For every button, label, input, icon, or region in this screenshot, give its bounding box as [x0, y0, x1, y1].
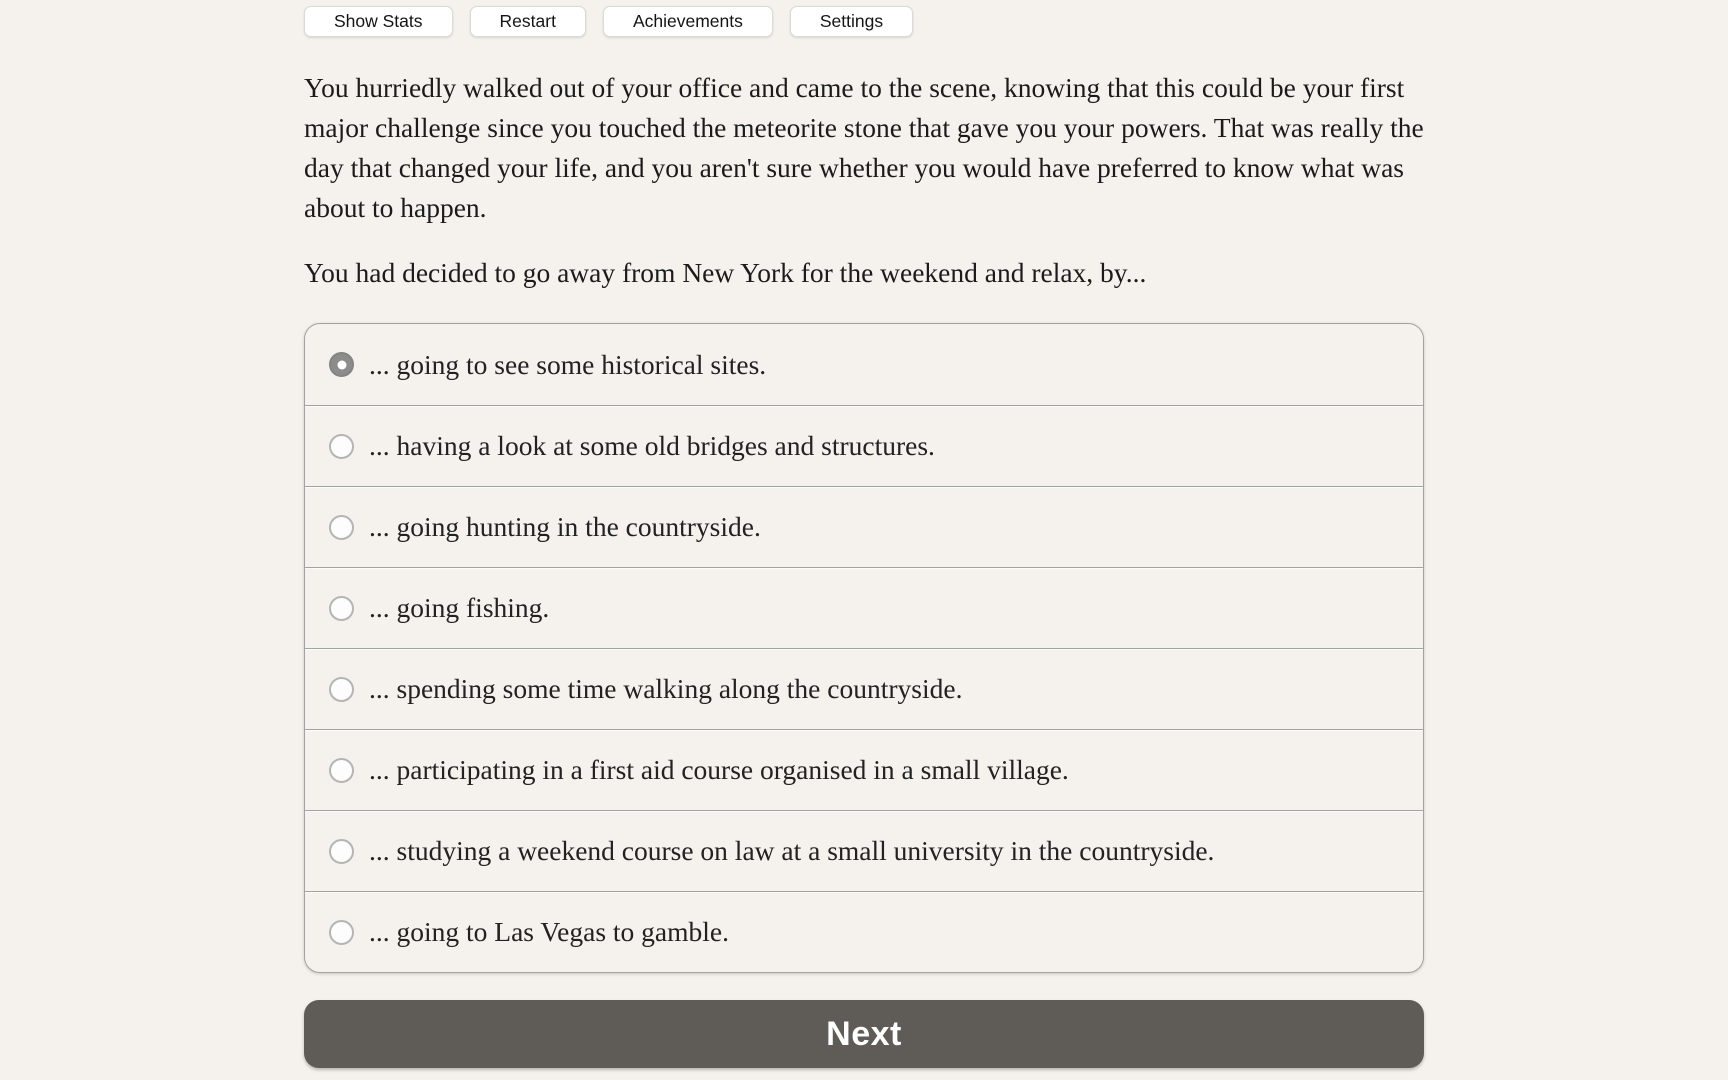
- choice-option[interactable]: [305, 405, 1423, 486]
- choice-radio[interactable]: [329, 434, 354, 459]
- story-prompt: You had decided to go away from New York for the weekend and relax, by...: [304, 257, 1147, 288]
- toolbar: [304, 6, 1424, 37]
- choice-label: ... going hunting in the countryside.: [369, 511, 761, 542]
- choice-option[interactable]: [305, 729, 1423, 810]
- choices-list: [304, 323, 1424, 973]
- choice-radio[interactable]: [329, 677, 354, 702]
- choice-option[interactable]: [305, 891, 1423, 972]
- choice-radio[interactable]: [329, 515, 354, 540]
- choice-label: ... participating in a first aid course organised in a small village.: [369, 754, 1069, 785]
- show-stats-button[interactable]: Show Stats: [304, 6, 453, 37]
- game-page: [304, 0, 1424, 1068]
- achievements-button[interactable]: Achievements: [603, 6, 773, 37]
- choice-option[interactable]: [305, 324, 1423, 405]
- choice-option[interactable]: [305, 648, 1423, 729]
- choice-radio[interactable]: [329, 596, 354, 621]
- choice-radio[interactable]: [329, 839, 354, 864]
- choice-label: ... going fishing.: [369, 592, 550, 623]
- choice-option[interactable]: [305, 567, 1423, 648]
- choice-radio[interactable]: [329, 352, 354, 377]
- story-text: [304, 68, 1424, 293]
- story-paragraph: You hurriedly walked out of your office and came to the scene, knowing that this could be your first major challenge since you touched the meteorite stone that gave you your powers. That was really the day that changed your life, and you aren't sure whether you would have preferred to know what was about to happen.: [304, 72, 1424, 223]
- choice-label: ... having a look at some old bridges and structures.: [369, 430, 935, 461]
- restart-button[interactable]: Restart: [470, 6, 586, 37]
- choice-radio[interactable]: [329, 920, 354, 945]
- choice-label: ... going to Las Vegas to gamble.: [369, 916, 729, 947]
- next-button[interactable]: Next: [304, 1000, 1424, 1068]
- choice-label: ... spending some time walking along the countryside.: [369, 673, 963, 704]
- choice-radio[interactable]: [329, 758, 354, 783]
- choice-option[interactable]: [305, 810, 1423, 891]
- choice-option[interactable]: [305, 486, 1423, 567]
- settings-button[interactable]: Settings: [790, 6, 913, 37]
- choice-label: ... going to see some historical sites.: [369, 348, 767, 380]
- choice-label: ... studying a weekend course on law at a small university in the countryside.: [369, 835, 1215, 866]
